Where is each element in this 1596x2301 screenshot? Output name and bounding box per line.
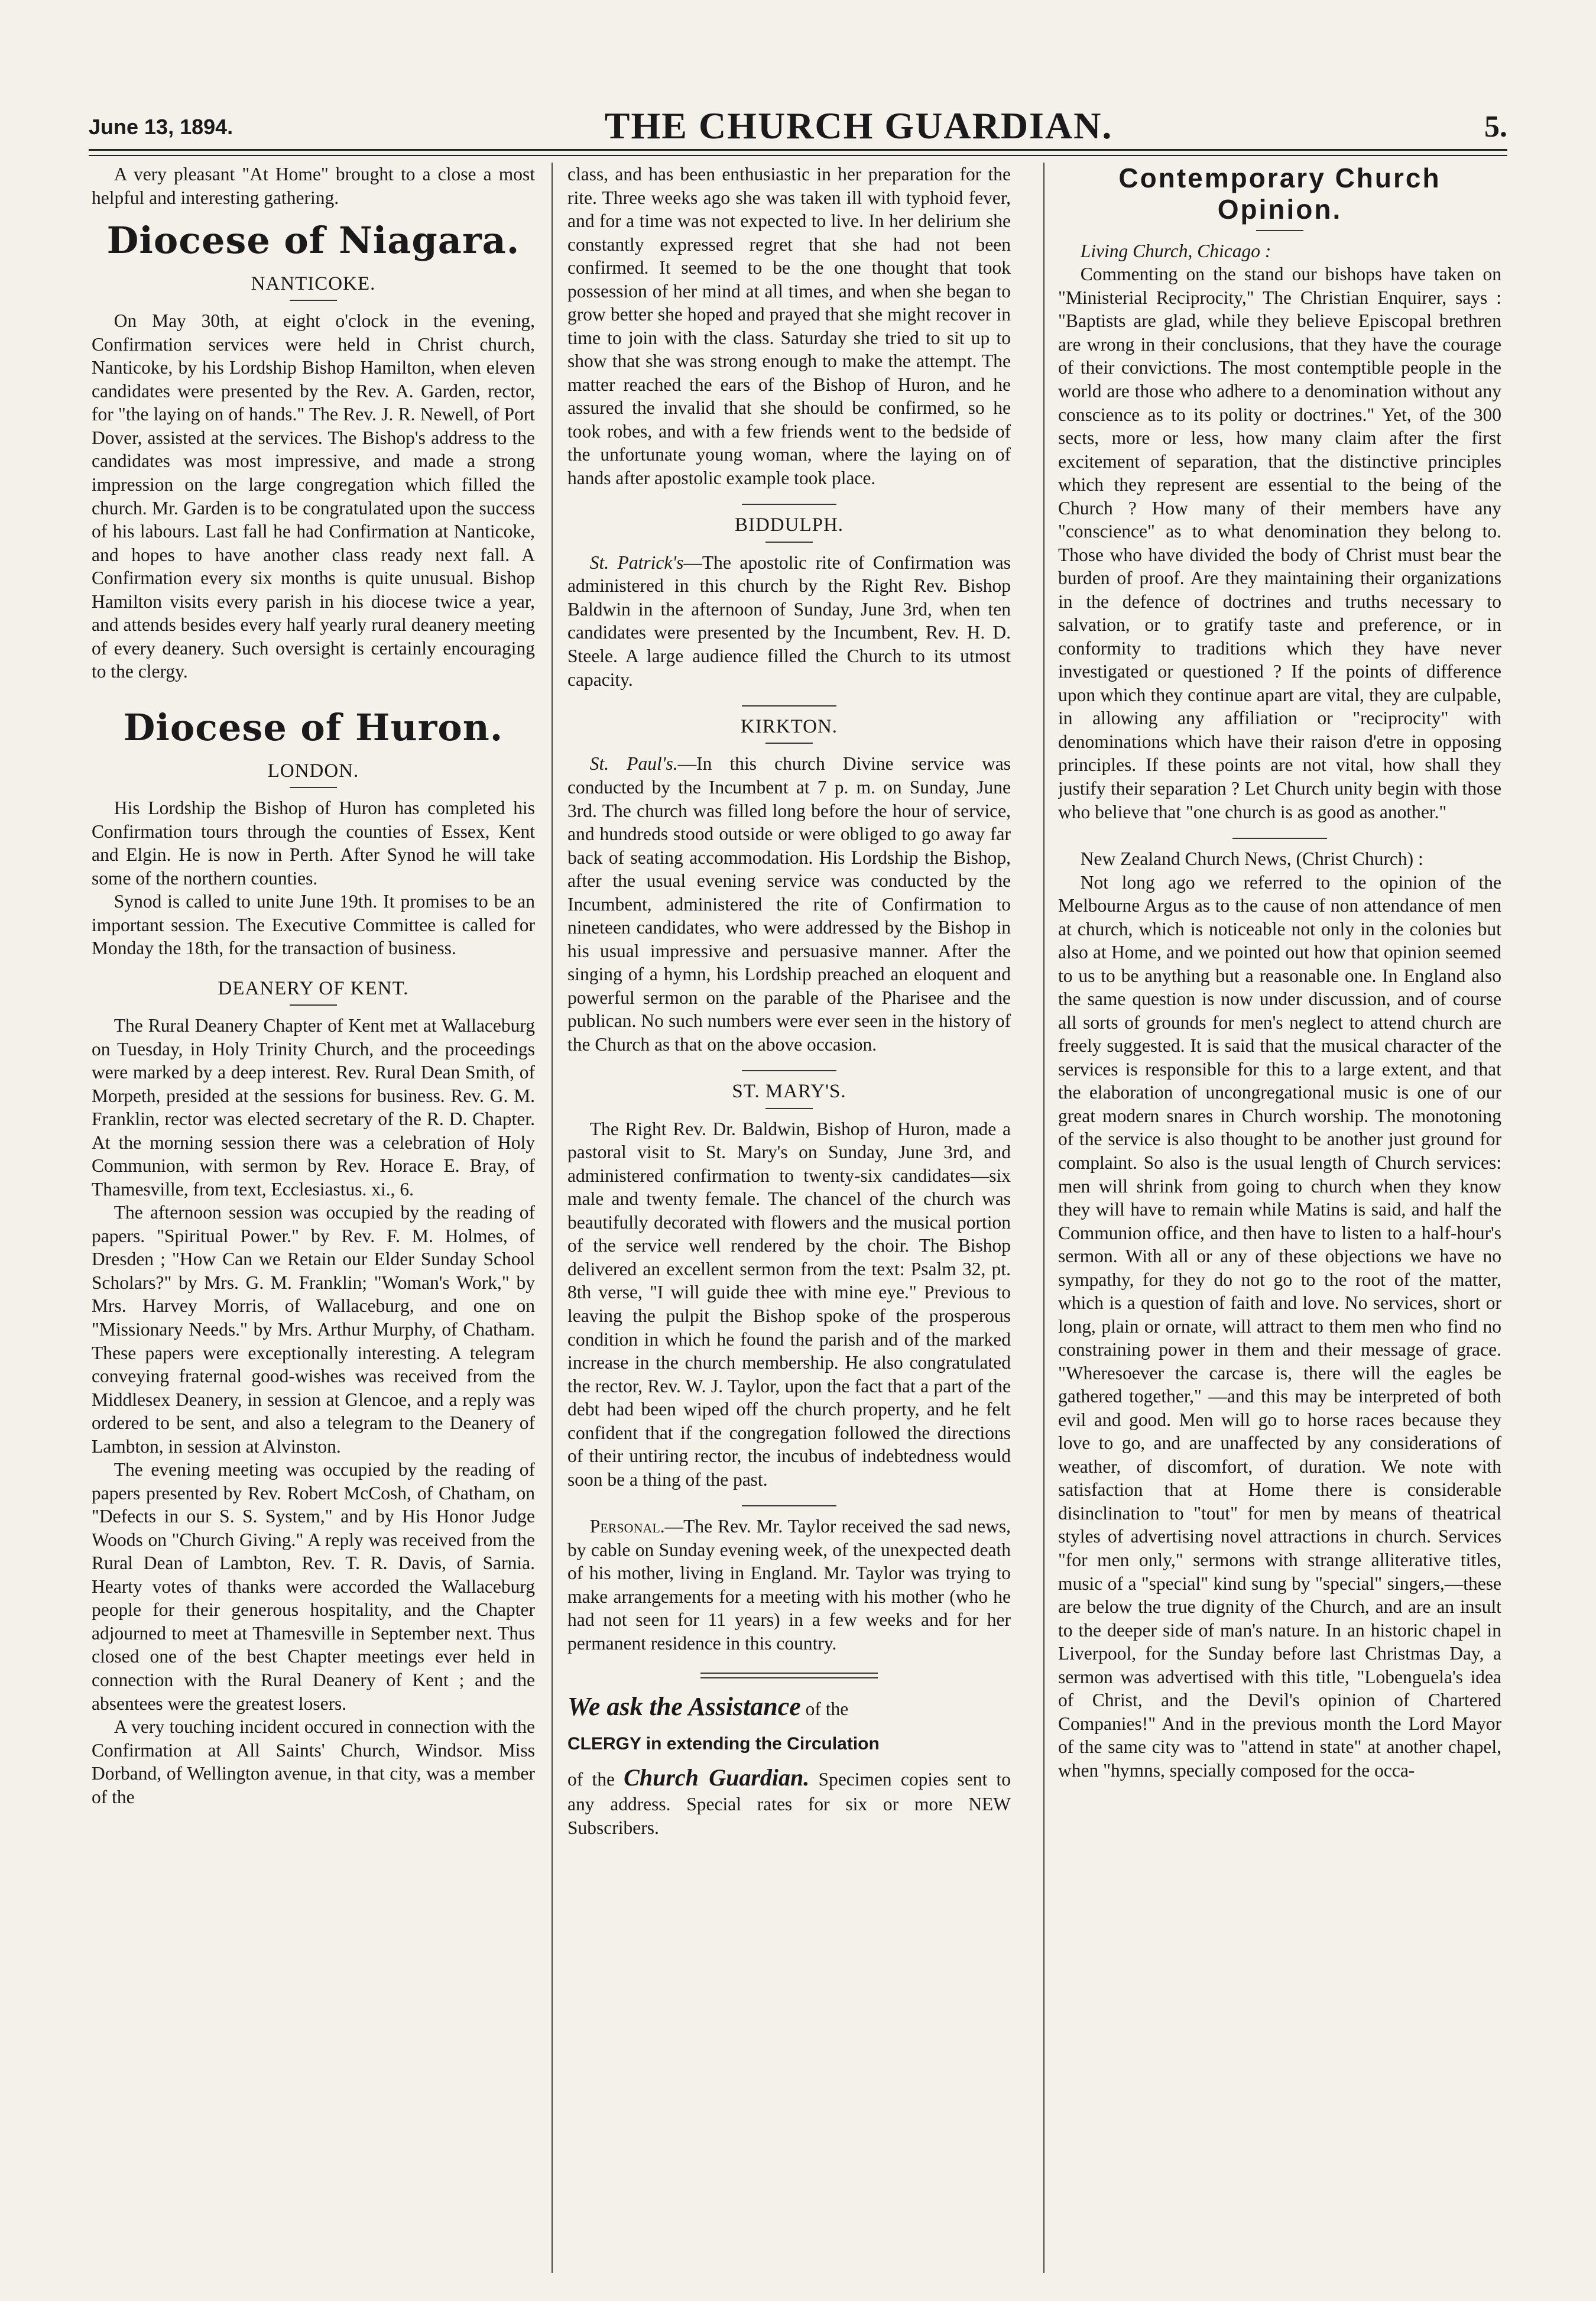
paragraph: His Lordship the Bishop of Huron has completed his Confirmation tours through the counties of Essex, Kent and Elgin. He is now in Perth. After Synod he will take some of the northern counties. <box>92 797 535 889</box>
section-heading: LONDON. <box>267 760 359 782</box>
paper-title: THE CHURCH GUARDIAN. <box>604 105 1113 147</box>
diocese-heading: Diocese of Niagara. <box>106 219 520 262</box>
divider <box>742 1070 836 1071</box>
church-name: St. Patrick's <box>589 552 684 573</box>
paragraph: St. Paul's.—In this church Divine service was conducted by the Incumbent at 7 p. m. on Sunday, June 3rd. The church was filled long before the hour of service, and hundreds stood outside or were obliged to go away far back of seating accommodation. His Lordship the Bishop, after the usual evening service was conducted by the Incumbent, administered the rite of Confirmation to nineteen candidates, who were addressed by the Bishop in his usual impressive and persuasive manner. After the singing of a hymn, his Lordship preached an eloquent and powerful sermon on the parable of the Pharisee and the publican. No such numbers were ever seen in the history of the Church as that on the above occasion. <box>567 753 1011 1055</box>
paragraph: Synod is called to unite June 19th. It promises to be an important session. The Executive Committee is called for Monday the 18th, for the transaction of business. <box>92 891 535 959</box>
section-heading: KIRKTON. <box>740 716 838 738</box>
column-2 <box>567 163 1011 2273</box>
divider <box>742 504 836 505</box>
section-heading: ST. MARY'S. <box>732 1081 846 1103</box>
paragraph: St. Patrick's—The apostolic rite of Confirmation was administered in this church by the Right Rev. Bishop Baldwin in the afternoon of Sunday, June 3rd, when ten candidates were presented by the Incumbent, Rev. H. D. Steele. A large audience filled the Church to its utmost capacity. <box>567 552 1011 690</box>
section-heading: NANTICOKE. <box>251 273 376 294</box>
divider <box>290 787 337 788</box>
masthead-rule-2 <box>89 155 1507 156</box>
divider <box>742 1505 836 1506</box>
divider <box>1256 230 1303 231</box>
divider <box>765 1108 813 1109</box>
personal-label: Personal. <box>589 1516 665 1537</box>
divider <box>700 1673 878 1678</box>
divider <box>765 542 813 543</box>
section-heading: BIDDULPH. <box>734 514 844 536</box>
paragraph: class, and has been enthusiastic in her preparation for the rite. Three weeks ago she was taken ill with typhoid fever, and for a time was not expected to live. In her delirium she constantly expressed regret that she had not been confirmed. It seemed to be the one thought that took possession of her mind at all times, and when she began to grow better she hoped and prayed that she might recover in time to join with the class. Saturday she tried to sit up to show that she was strong enough to make the attempt. The matter reached the ears of the Bishop of Huron, and he assured the invalid that she should be confirmed, so he took robes, and with a few friends went to the bedside of the unfortunate young woman, where the laying on of hands after apostolic example took place. <box>567 164 1011 488</box>
notice-title: We ask the Assistance <box>567 1692 801 1722</box>
paragraph: The afternoon session was occupied by the reading of papers. "Spiritual Power." by Rev. F. M. Holmes, of Dresden ; "How Can we Retain our Elder Sunday School Scholars?" by Mrs. G. M. Franklin; "Woman's Work," by Mrs. Harvey Morris, of Wallaceburg, and one on "Missionary Needs." by Mrs. Arthur Murphy, of Chatham. These papers were exceptionally interesting. A telegram conveying fraternal good-wishes was received from the Middlesex Deanery, in session at Glencoe, and a reply was ordered to be sent, and also a telegram to the Deanery of Lambton, in session at Alvinston. <box>92 1202 535 1457</box>
paragraph: Not long ago we referred to the opinion of the Melbourne Argus as to the cause of non attendance of men at church, which is noticeable not only in the colonies but also at Home, and we pointed out how that opinion seemed to us to be anything but a reasonable one. In England also the same question is now under discussion, and of course all sorts of grounds for men's neglect to attend church are freely suggested. It is said that the musical character of the services is responsible for this to a large extent, and that the elaboration of uncongregational music is one of our great modern snares in Church worship. The monotoning of the service is also thought to be another just ground for complaint. So also is the usual length of Church services: men will shrink from going to church when they know they will have to remain while Matins is said, and half the Communion office, and then have to listen to a half-hour's sermon. With all or any of these objections we have no sympathy, for they do not go to the root of the matter, which is a question of faith and love. No services, short or long, plain or ornate, will attract to them men who find no constraining power in them and their message of grace. "Wheresoever the carcase is, there will the eagles be gathered together," —and this may be interpreted of both evil and good. Men will go to horse races because they love to go, and are unaffected by any considerations of weather, of discomfort, of duration. We note with satisfaction that at Home there is considerable disinclination to "tout" for men by means of theatrical styles of advertising novel attractions in church. Services "for men only," sermons with strange alliterative titles, music of a "special" kind sung by "special" singers,—these are below the true dignity of the Church, and are an insult to the deeper side of man's nature. In an historic chapel in Liverpool, for the Sunday before last Christmas Day, a sermon was advertised with this title, "Lobenguela's idea of Christ, and the Devil's opinion of Chartered Companies!" And in the previous month the Lord Mayor of the same city was to "attend in state" at another chapel, when "hymns, specially composed for the occa- <box>1058 871 1501 1781</box>
issue-date: June 13, 1894. <box>89 115 233 139</box>
church-name: St. Paul's. <box>589 753 678 774</box>
column-divider <box>1043 163 1044 2273</box>
divider <box>290 1004 337 1006</box>
divider <box>742 705 836 706</box>
section-heading: DEANERY OF KENT. <box>218 977 409 999</box>
source: Living Church, Chicago : <box>1080 240 1271 261</box>
divider <box>290 300 337 301</box>
section-title: Contemporary Church Opinion. <box>1118 163 1441 225</box>
page-number: 5. <box>1484 110 1507 144</box>
column-1 <box>92 163 535 2273</box>
paragraph: Personal.—The Rev. Mr. Taylor received the sad news, by cable on Sunday evening week, of the unexpected death of his mother, living in England. Mr. Taylor was trying to make arrangements for a meeting with his mother (who he had not seen for 11 years) in a few weeks and for her permanent residence in this country. <box>567 1516 1011 1654</box>
paragraph: On May 30th, at eight o'clock in the evening, Confirmation services were held in Christ church, Nanticoke, by his Lordship Bishop Hamilton, when eleven candidates were presented by the Rev. A. Garden, rector, for "the laying on of hands." The Rev. J. R. Newell, of Port Dover, assisted at the services. The Bishop's address to the candidates was most impressive, and made a strong impression on the large congregation which filled the church. Mr. Garden is to be congratulated upon the success of his labours. Last fall he had Confirmation at Nanticoke, and hopes to have another class ready next fall. A Confirmation every six months is quite unusual. Bishop Hamilton visits every parish in his diocese twice a year, and attends besides every half yearly rural deanery meeting of every deanery. Such oversight is certainly encouraging to the clergy. <box>92 310 535 682</box>
masthead-rule <box>89 149 1507 151</box>
diocese-heading: Diocese of Huron. <box>123 705 504 749</box>
paragraph: A very touching incident occured in connection with the Confirmation at All Saints' Church, Windsor. Miss Dorband, of Wellington avenue, in that city, was a member of the <box>92 1716 535 1807</box>
notice <box>567 1732 1011 1755</box>
notice-paper-name: Church Guardian. <box>624 1764 810 1791</box>
notice: of the Church Guardian. Specimen copies sent to any address. Special rates for six or more NEW Subscribers. <box>567 1764 1011 1839</box>
column-3 <box>1058 163 1501 2273</box>
notice-clergy: CLERGY in extending the Circulation <box>567 1733 880 1754</box>
notice: We ask the Assistance of the <box>567 1692 849 1722</box>
paragraph: The Rural Deanery Chapter of Kent met at Wallaceburg on Tuesday, in Holy Trinity Church, and the proceedings were marked by a deep interest. Rev. Rural Dean Smith, of Morpeth, presided at the sessions for business. Rev. G. M. Franklin, rector was elected secretary of the R. D. Chapter. At the morning session there was a celebration of Holy Communion, with sermon by Rev. Horace E. Bray, of Thamesville, from text, Ecclesiastus. xi., 6. <box>92 1015 535 1200</box>
divider <box>765 743 813 744</box>
column-divider <box>552 163 553 2273</box>
paragraph: The Right Rev. Dr. Baldwin, Bishop of Huron, made a pastoral visit to St. Mary's on Sunday, June 3rd, and administered confirmation to twenty-six candidates—six male and twenty female. The chancel of the church was beautifully decorated with flowers and the musical portion of the service well rendered by the choir. The Bishop delivered an excellent sermon from the text: Psalm 32, pt. 8th verse, "I will guide thee with mine eye." Previous to leaving the pulpit the Bishop spoke of the prosperous condition in which he found the parish and of the marked increase in the church membership. He also congratulated the rector, Rev. W. J. Taylor, upon the fact that a part of the debt had been wiped off the church property, and he felt confident that if the congregation followed the directions of their untiring rector, the incubus of indebtedness would soon be a thing of the past. <box>567 1118 1011 1490</box>
source: New Zealand Church News, (Christ Church) : <box>1080 848 1423 870</box>
paragraph: A very pleasant "At Home" brought to a close a most helpful and interesting gathering. <box>92 164 535 208</box>
divider <box>1232 838 1327 839</box>
paragraph: Commenting on the stand our bishops have taken on "Ministerial Reciprocity," The Christian Enquirer, says : "Baptists are glad, while they believe Episcopal brethren are wrong in their conclusions, that they have the courage of their convictions. The most contemptible people in the world are those who adhere to a denomination without any conscience as to its polity or doctrines." Yet, of the 300 sects, more or less, how many claim after the first excitement of separation, that the distinctive principles which they represent are essential to the being of the Church ? How many of their members have any "conscience" as to what denomination they belong to. Those who have divided the body of Christ must bear the burden of proof. Are they maintaining their organizations in the defence of doctrines and truths necessary to salvation, or to gratify taste and preference, or in conformity to traditions which they have never investigated or questioned ? If the points of difference upon which they continue apart are vital, they are culpable, in allowing any affiliation or "reciprocity" with denominations which have their raison d'etre in opposing principles. If these points are not vital, how shall they justify their separation ? Let Church unity begin with those who believe that "one church is as good as another." <box>1058 264 1501 822</box>
paragraph: The evening meeting was occupied by the reading of papers presented by Rev. Robert McCosh, of Chatham, on "Defects in our S. S. System," and by His Honor Judge Woods on "Church Giving." A reply was received from the Rural Dean of Lambton, Rev. T. R. Davis, of Sarnia. Hearty votes of thanks were accorded the Wallaceburg people for their generous hospitality, and the Chapter adjourned to meet at Thamesville in September next. Thus closed one of the best Chapter meetings ever held in connection with the Rural Deanery of Kent ; and the absentees were the greatest losers. <box>92 1459 535 1714</box>
masthead <box>89 83 1507 148</box>
